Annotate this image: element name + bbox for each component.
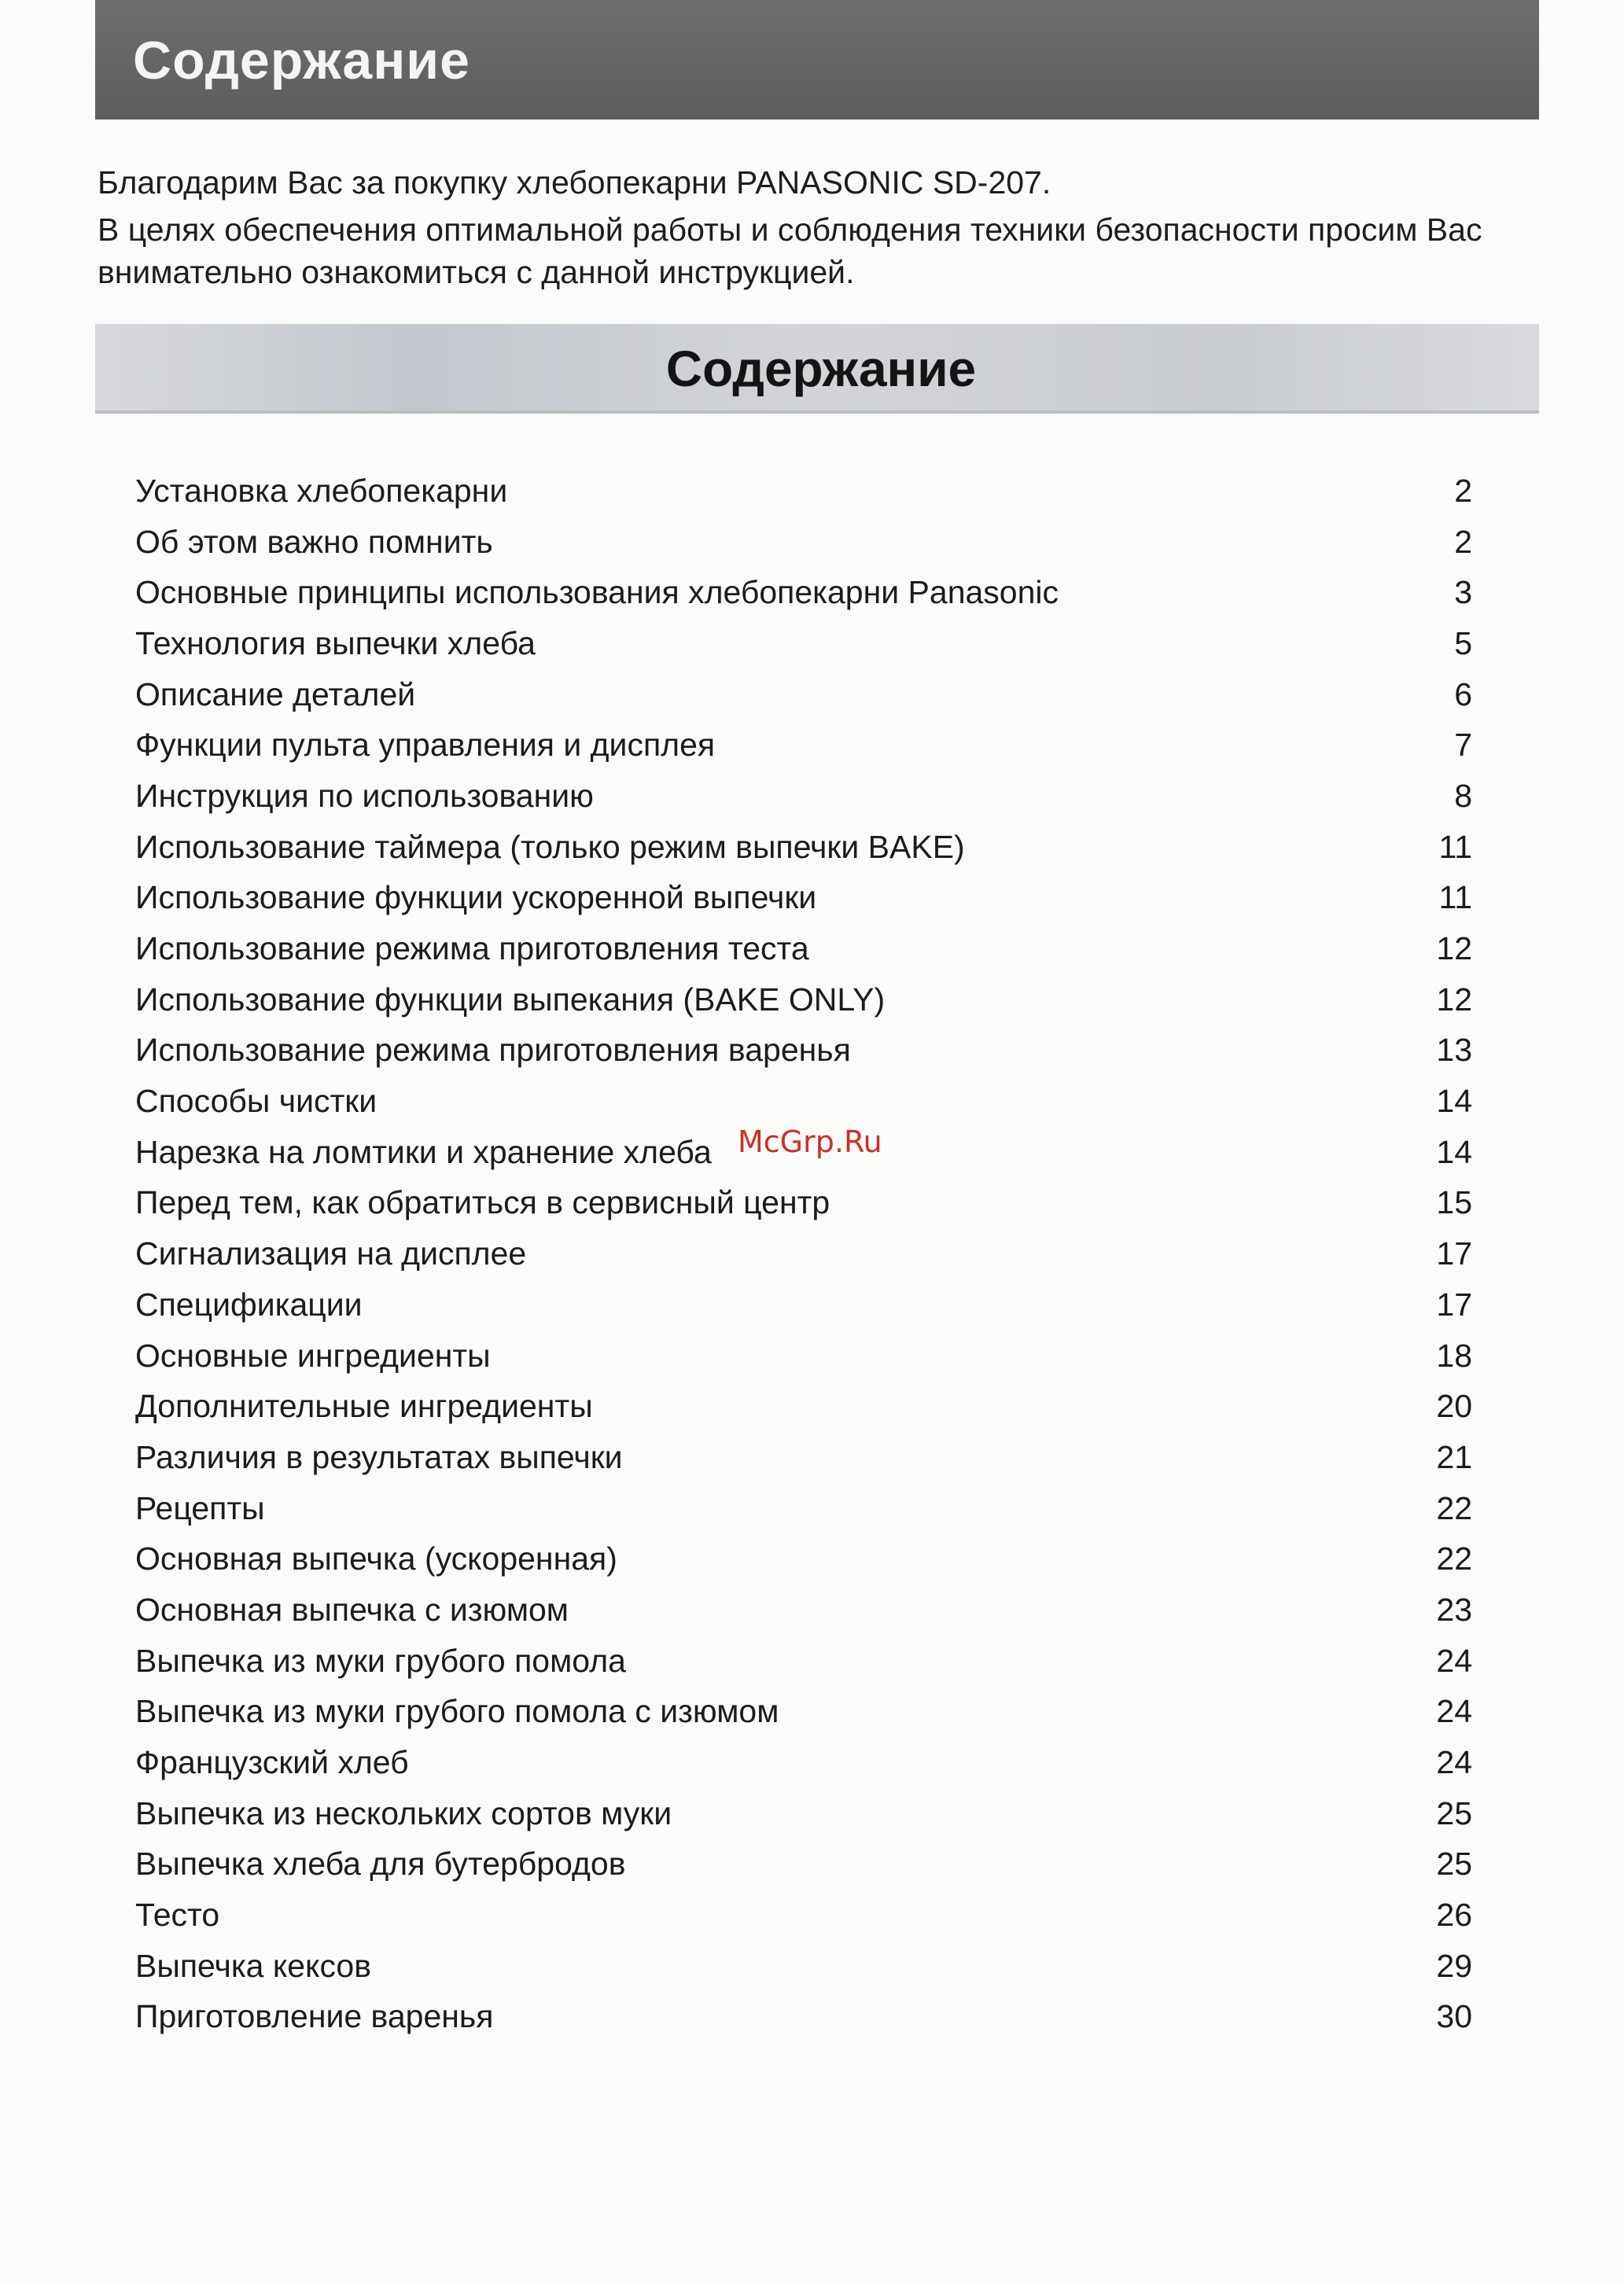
- toc-entry-label: Способы чистки: [135, 1083, 377, 1120]
- toc-entry-label: Выпечка из нескольких сортов муки: [135, 1794, 672, 1831]
- toc-entry-page: 29: [1436, 1947, 1472, 1984]
- toc-entry-label: Основная выпечка (ускоренная): [135, 1540, 617, 1577]
- toc-entry-label: Использование режима приготовления варенья: [135, 1032, 851, 1069]
- toc-entry-page: 14: [1436, 1083, 1472, 1120]
- toc-entry[interactable]: [135, 1890, 1472, 1941]
- toc-entry-page: 24: [1436, 1693, 1472, 1730]
- toc-entry-page: 11: [1438, 828, 1472, 865]
- toc-entry[interactable]: [135, 1941, 1472, 1992]
- toc-entry[interactable]: [135, 1076, 1472, 1127]
- toc-entry[interactable]: [135, 1737, 1472, 1788]
- toc-entry-label: Описание деталей: [135, 675, 416, 712]
- toc-entry-label: Об этом важно помнить: [135, 523, 493, 560]
- toc-entry[interactable]: [135, 1432, 1472, 1483]
- toc-entry-label: Приготовление варенья: [135, 1998, 494, 2035]
- toc-entry[interactable]: [135, 517, 1472, 568]
- toc-entry-page: 6: [1454, 675, 1472, 712]
- toc-entry-page: 22: [1436, 1489, 1472, 1526]
- toc-entry-label: Выпечка из муки грубого помола с изюмом: [135, 1693, 779, 1730]
- toc-entry-label: Сигнализация на дисплее: [135, 1235, 527, 1272]
- toc-entry[interactable]: [135, 1483, 1472, 1534]
- toc-entry-page: 15: [1436, 1184, 1472, 1221]
- toc-entry-page: 17: [1436, 1235, 1472, 1272]
- toc-entry-label: Функции пульта управления и дисплея: [135, 727, 716, 764]
- toc-entry-page: 17: [1436, 1286, 1472, 1323]
- toc-entry-page: 14: [1436, 1133, 1472, 1170]
- toc-entry[interactable]: [135, 771, 1472, 822]
- toc-entry-label: Выпечка из муки грубого помола: [135, 1642, 626, 1679]
- toc-entry[interactable]: [135, 1788, 1472, 1839]
- page-title: Содержание: [133, 31, 470, 90]
- toc-entry-label: Основные ингредиенты: [135, 1337, 491, 1374]
- toc-banner: [95, 324, 1539, 414]
- toc-entry-page: 13: [1436, 1032, 1472, 1069]
- toc-entry[interactable]: [135, 669, 1472, 720]
- toc-entry-page: 2: [1454, 523, 1472, 560]
- toc-entry-label: Использование функции ускоренной выпечки: [135, 879, 817, 916]
- toc-entry[interactable]: [135, 923, 1472, 974]
- toc-entry-label: Использование режима приготовления теста: [135, 930, 809, 967]
- toc-entry-page: 20: [1436, 1388, 1472, 1425]
- toc-entry-page: 8: [1454, 777, 1472, 814]
- toc-entry[interactable]: [135, 1585, 1472, 1636]
- toc-entry-label: Использование таймера (только режим выпечки BAKE): [135, 828, 965, 865]
- table-of-contents: [135, 466, 1472, 2042]
- intro-line-1: Благодарим Вас за покупку хлебопекарни PANASONIC SD-207.: [98, 164, 1051, 201]
- intro-text: [98, 161, 1513, 293]
- toc-entry-label: Французский хлеб: [135, 1744, 409, 1781]
- toc-entry-label: Выпечка хлеба для бутербродов: [135, 1846, 626, 1883]
- toc-entry-page: 25: [1436, 1794, 1472, 1831]
- toc-entry-page: 11: [1438, 879, 1472, 916]
- toc-entry[interactable]: [135, 1533, 1472, 1585]
- toc-entry[interactable]: [135, 873, 1472, 924]
- toc-entry-label: Перед тем, как обратиться в сервисный центр: [135, 1184, 830, 1221]
- toc-entry-label: Основные принципы использования хлебопекарни Panasonic: [135, 574, 1059, 611]
- toc-entry-page: 30: [1436, 1998, 1472, 2035]
- toc-entry[interactable]: [135, 618, 1472, 669]
- header-banner: [95, 0, 1539, 120]
- toc-entry[interactable]: [135, 1331, 1472, 1382]
- toc-entry[interactable]: [135, 1381, 1472, 1432]
- toc-entry-label: Различия в результатах выпечки: [135, 1438, 623, 1475]
- toc-entry-label: Установка хлебопекарни: [135, 472, 508, 509]
- toc-entry-label: Рецепты: [135, 1489, 265, 1526]
- toc-entry-page: 5: [1454, 624, 1472, 661]
- toc-entry[interactable]: [135, 567, 1472, 618]
- watermark: McGrp.Ru: [738, 1124, 882, 1159]
- toc-entry-label: Нарезка на ломтики и хранение хлеба: [135, 1133, 712, 1170]
- toc-entry-label: Технология выпечки хлеба: [135, 624, 536, 661]
- toc-entry[interactable]: [135, 1279, 1472, 1331]
- toc-heading: Содержание: [665, 340, 977, 397]
- toc-entry-page: 25: [1436, 1846, 1472, 1883]
- toc-entry-page: 18: [1436, 1337, 1472, 1374]
- toc-entry-label: Тесто: [135, 1897, 220, 1934]
- toc-entry-label: Инструкция по использованию: [135, 777, 594, 814]
- toc-entry-page: 23: [1436, 1591, 1472, 1628]
- toc-entry-label: Выпечка кексов: [135, 1947, 371, 1984]
- toc-entry[interactable]: [135, 1228, 1472, 1279]
- toc-entry-page: 7: [1454, 727, 1472, 764]
- toc-entry-label: Основная выпечка с изюмом: [135, 1591, 569, 1628]
- toc-entry[interactable]: [135, 822, 1472, 873]
- toc-entry[interactable]: [135, 1636, 1472, 1687]
- toc-entry-page: 21: [1436, 1438, 1472, 1475]
- toc-entry-page: 12: [1436, 981, 1472, 1018]
- toc-entry-page: 22: [1436, 1540, 1472, 1577]
- toc-entry[interactable]: [135, 1687, 1472, 1738]
- toc-entry-page: 12: [1436, 930, 1472, 967]
- intro-line-2: В целях обеспечения оптимальной работы и соблюдения техники безопасности просим Вас внимательно ознакомиться с данной инструкцией.: [98, 212, 1482, 290]
- toc-entry-page: 26: [1436, 1897, 1472, 1934]
- toc-entry-label: Дополнительные ингредиенты: [135, 1388, 593, 1425]
- toc-entry[interactable]: [135, 1178, 1472, 1229]
- toc-entry[interactable]: [135, 720, 1472, 771]
- toc-entry[interactable]: [135, 466, 1472, 517]
- toc-entry[interactable]: [135, 974, 1472, 1025]
- toc-entry-page: 24: [1436, 1744, 1472, 1781]
- toc-entry-page: 2: [1454, 472, 1472, 509]
- toc-entry-label: Использование функции выпекания (BAKE ONLY): [135, 981, 886, 1018]
- toc-entry-label: Спецификации: [135, 1286, 363, 1323]
- toc-entry[interactable]: [135, 1839, 1472, 1890]
- toc-entry-page: 3: [1454, 574, 1472, 611]
- toc-entry-page: 24: [1436, 1642, 1472, 1679]
- toc-entry[interactable]: [135, 1025, 1472, 1077]
- toc-entry[interactable]: [135, 1992, 1472, 2043]
